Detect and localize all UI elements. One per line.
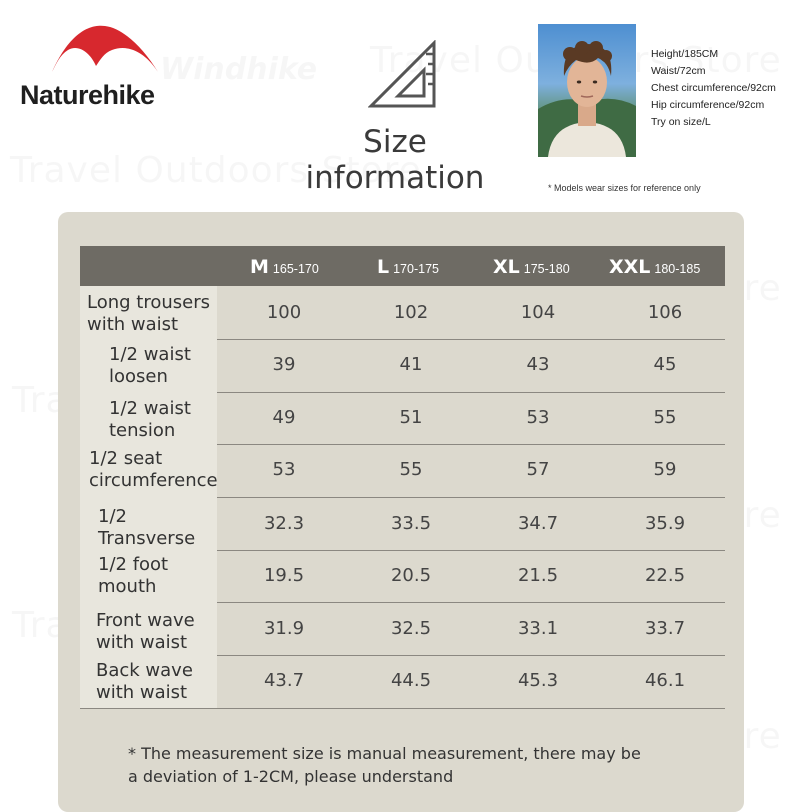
mountain-logo-icon (50, 22, 160, 74)
table-cell: 43.7 (263, 670, 305, 691)
row-label-line: Transverse (98, 528, 196, 549)
row-divider (217, 655, 725, 656)
row-label (98, 506, 195, 550)
table-cell: 55 (399, 459, 423, 480)
table-cell: 34.7 (517, 513, 559, 534)
table-cell: 33.5 (390, 513, 432, 534)
model-portrait-icon (538, 24, 636, 157)
row-label-line: Front wave (96, 610, 195, 631)
model-height: Height/185CM (651, 48, 719, 60)
row-label (109, 344, 191, 388)
table-cell: 57 (526, 459, 550, 480)
model-info (651, 46, 776, 131)
column-header-xxl (609, 246, 700, 286)
column-range: 175-180 (523, 262, 570, 276)
ruler-triangle-icon (368, 40, 438, 110)
table-cell: 41 (399, 354, 423, 375)
row-label-line: Back wave (96, 660, 193, 681)
row-divider (217, 497, 725, 498)
column-range: 165-170 (272, 262, 319, 276)
table-cell: 55 (653, 407, 677, 428)
table-cell: 106 (647, 302, 683, 323)
model-hip: Hip circumference/92cm (651, 99, 765, 111)
row-divider (217, 444, 725, 445)
column-header-m (250, 246, 319, 286)
row-label-line: 1/2 foot (98, 554, 169, 575)
row-label (87, 292, 210, 336)
column-header-l (377, 246, 439, 286)
table-cell: 20.5 (390, 565, 432, 586)
column-range: 170-175 (393, 262, 439, 276)
row-label (96, 660, 193, 704)
model-try-on: Try on size/L (651, 116, 711, 128)
table-cell: 32.5 (390, 618, 432, 639)
row-label (109, 398, 191, 442)
row-label (89, 448, 218, 492)
table-cell: 33.7 (644, 618, 686, 639)
table-cell: 59 (653, 459, 677, 480)
row-label-line: 1/2 waist (109, 344, 191, 365)
table-cell: 39 (272, 354, 296, 375)
table-cell: 22.5 (644, 565, 686, 586)
row-label-line: with waist (96, 632, 188, 653)
model-chest: Chest circumference/92cm (651, 82, 776, 94)
model-note: * Models wear sizes for reference only (548, 183, 701, 193)
column-header-xl (493, 246, 570, 286)
table-cell: 21.5 (517, 565, 559, 586)
table-cell: 33.1 (517, 618, 559, 639)
table-cell: 45.3 (517, 670, 559, 691)
row-divider (80, 708, 725, 709)
row-divider (217, 602, 725, 603)
row-label-line: with waist (96, 682, 188, 703)
row-label-line: tension (109, 420, 176, 441)
table-cell: 49 (272, 407, 296, 428)
row-divider (217, 392, 725, 393)
page-title: Size information (305, 124, 485, 196)
table-cell: 46.1 (644, 670, 686, 691)
brand-logo (20, 22, 190, 110)
row-label-line: mouth (98, 576, 157, 597)
table-cell: 19.5 (263, 565, 305, 586)
footnote-line: a deviation of 1-2CM, please understand (128, 767, 454, 786)
column-size: M (250, 256, 269, 278)
table-cell: 35.9 (644, 513, 686, 534)
row-label-line: 1/2 seat (89, 448, 163, 469)
model-photo (538, 24, 636, 157)
row-label-line: loosen (109, 366, 168, 387)
column-range: 180-185 (654, 262, 701, 276)
table-cell: 31.9 (263, 618, 305, 639)
table-cell: 104 (520, 302, 556, 323)
table-cell: 43 (526, 354, 550, 375)
row-label-line: Long trousers (87, 292, 210, 313)
model-waist: Waist/72cm (651, 65, 706, 77)
table-cell: 102 (393, 302, 429, 323)
footnote-line: * The measurement size is manual measurement, there may be (128, 744, 641, 763)
table-cell: 53 (526, 407, 550, 428)
table-cell: 53 (272, 459, 296, 480)
table-cell: 32.3 (263, 513, 305, 534)
row-label-line: circumference (89, 470, 218, 491)
measurement-footnote (128, 742, 641, 788)
row-label-line: 1/2 waist (109, 398, 191, 419)
table-cell: 100 (266, 302, 302, 323)
row-label-line: with waist (87, 314, 179, 335)
row-label (98, 554, 168, 598)
row-label-line: 1/2 (98, 506, 127, 527)
row-divider (217, 339, 725, 340)
row-divider (217, 550, 725, 551)
table-cell: 45 (653, 354, 677, 375)
table-cell: 44.5 (390, 670, 432, 691)
brand-name: Naturehike (20, 80, 155, 110)
column-size: XXL (609, 256, 651, 278)
column-size: L (377, 256, 390, 278)
row-label (96, 610, 195, 654)
table-cell: 51 (399, 407, 423, 428)
column-size: XL (493, 256, 520, 278)
